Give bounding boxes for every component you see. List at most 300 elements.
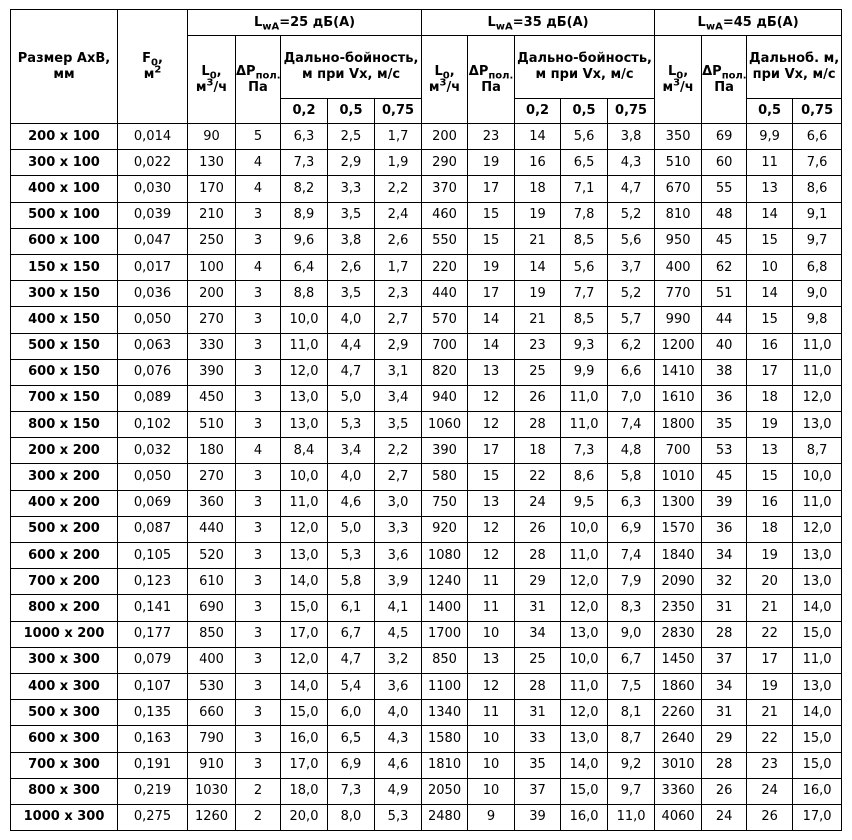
value-cell: 0,141 [118,595,188,621]
size-cell: 700 x 300 [11,752,118,778]
value-cell: 9,9 [561,359,608,385]
value-cell: 0,087 [118,516,188,542]
value-cell: 0,135 [118,700,188,726]
size-cell: 600 x 200 [11,543,118,569]
value-cell: 9,0 [608,621,655,647]
value-cell: 20 [747,569,793,595]
value-cell: 12,0 [793,385,842,411]
value-cell: 9,5 [561,490,608,516]
value-cell: 11,0 [608,804,655,830]
value-cell: 13,0 [281,543,328,569]
value-cell: 2 [236,804,281,830]
value-cell: 21 [747,700,793,726]
value-cell: 1840 [655,543,702,569]
value-cell: 14,0 [793,595,842,621]
range-header: Дальноб. м, при Vx, м/с [747,36,842,99]
value-cell: 3 [236,307,281,333]
value-cell: 580 [422,464,468,490]
value-cell: 3 [236,516,281,542]
value-cell: 180 [188,438,236,464]
value-cell: 6,9 [328,752,375,778]
value-cell: 11,0 [561,543,608,569]
value-cell: 29 [702,726,747,752]
value-cell: 9,9 [747,124,793,150]
value-cell: 69 [702,124,747,150]
value-cell: 0,076 [118,359,188,385]
value-cell: 17,0 [281,752,328,778]
value-cell: 13,0 [561,621,608,647]
value-cell: 12,0 [561,595,608,621]
table-row [11,150,842,176]
size-cell: 400 x 300 [11,673,118,699]
value-cell: 4,9 [375,778,422,804]
value-cell: 6,5 [328,726,375,752]
value-cell: 3,5 [375,412,422,438]
value-cell: 16,0 [281,726,328,752]
value-cell: 25 [515,359,561,385]
value-cell: 33 [515,726,561,752]
size-cell: 600 x 100 [11,228,118,254]
size-cell: 500 x 150 [11,333,118,359]
value-cell: 23 [747,752,793,778]
pressure-header: $\Delta P_{пол.}$ Па [468,36,515,124]
value-cell: 6,8 [793,254,842,280]
value-cell: 4,7 [328,647,375,673]
value-cell: 5 [236,124,281,150]
value-cell: 390 [422,438,468,464]
value-cell: 3 [236,228,281,254]
value-cell: 11 [468,569,515,595]
value-cell: 5,4 [328,673,375,699]
size-cell: 400 x 200 [11,490,118,516]
value-cell: 0,032 [118,438,188,464]
value-cell: 0,017 [118,254,188,280]
value-cell: 3,5 [328,281,375,307]
value-cell: 510 [655,150,702,176]
value-cell: 9,0 [793,281,842,307]
value-cell: 1,9 [375,150,422,176]
value-cell: 14 [747,281,793,307]
value-cell: 450 [188,385,236,411]
value-cell: 51 [702,281,747,307]
value-cell: 330 [188,333,236,359]
value-cell: 200 [422,124,468,150]
value-cell: 220 [422,254,468,280]
value-cell: 400 [188,647,236,673]
value-cell: 4,7 [608,176,655,202]
value-cell: 770 [655,281,702,307]
speed-header: 0,75 [608,99,655,124]
value-cell: 0,063 [118,333,188,359]
value-cell: 10,0 [561,516,608,542]
value-cell: 5,3 [375,804,422,830]
value-cell: 1,7 [375,124,422,150]
value-cell: 350 [655,124,702,150]
value-cell: 5,6 [561,254,608,280]
value-cell: 37 [702,647,747,673]
value-cell: 2480 [422,804,468,830]
value-cell: 370 [422,176,468,202]
size-cell: 800 x 200 [11,595,118,621]
value-cell: 0,123 [118,569,188,595]
group-header-45: $L_{wA}=45$ дБ(А) [655,10,842,36]
value-cell: 0,014 [118,124,188,150]
value-cell: 0,047 [118,228,188,254]
value-cell: 6,1 [328,595,375,621]
value-cell: 3 [236,647,281,673]
table-row [11,359,842,385]
value-cell: 11,0 [281,490,328,516]
value-cell: 820 [422,359,468,385]
value-cell: 31 [515,700,561,726]
speed-header: 0,2 [515,99,561,124]
value-cell: 48 [702,202,747,228]
value-cell: 11,0 [561,412,608,438]
value-cell: 3 [236,464,281,490]
value-cell: 14 [747,202,793,228]
value-cell: 6,5 [561,150,608,176]
value-cell: 1610 [655,385,702,411]
value-cell: 14,0 [281,569,328,595]
table-row [11,412,842,438]
value-cell: 2,2 [375,176,422,202]
pressure-header: $\Delta P_{пол.}$ Па [236,36,281,124]
value-cell: 2,2 [375,438,422,464]
value-cell: 2090 [655,569,702,595]
value-cell: 62 [702,254,747,280]
value-cell: 45 [702,464,747,490]
value-cell: 8,3 [608,595,655,621]
value-cell: 19 [747,543,793,569]
value-cell: 14,0 [281,673,328,699]
value-cell: 16 [747,333,793,359]
size-cell: 200 x 200 [11,438,118,464]
value-cell: 610 [188,569,236,595]
value-cell: 28 [515,673,561,699]
table-header [11,10,842,124]
value-cell: 1010 [655,464,702,490]
value-cell: 4,5 [375,621,422,647]
table-row [11,673,842,699]
table-row [11,700,842,726]
value-cell: 1400 [422,595,468,621]
value-cell: 13 [468,359,515,385]
value-cell: 21 [747,595,793,621]
group-header-25: $L_{wA}=25$ дБ(А) [188,10,422,36]
value-cell: 22 [515,464,561,490]
value-cell: 20,0 [281,804,328,830]
size-header: Размер АхВ, мм [11,10,118,124]
value-cell: 12 [468,516,515,542]
value-cell: 7,3 [281,150,328,176]
value-cell: 3,8 [328,228,375,254]
value-cell: 14,0 [793,700,842,726]
table-row [11,726,842,752]
value-cell: 8,9 [281,202,328,228]
size-cell: 1000 x 200 [11,621,118,647]
value-cell: 29 [515,569,561,595]
value-cell: 5,6 [608,228,655,254]
table-row [11,202,842,228]
value-cell: 7,4 [608,412,655,438]
value-cell: 0,219 [118,778,188,804]
value-cell: 750 [422,490,468,516]
value-cell: 3,4 [375,385,422,411]
value-cell: 19 [515,202,561,228]
value-cell: 7,9 [608,569,655,595]
group-header-35: $L_{wA}=35$ дБ(А) [422,10,655,36]
value-cell: 2,7 [375,464,422,490]
value-cell: 10 [468,778,515,804]
value-cell: 3 [236,412,281,438]
value-cell: 15,0 [281,595,328,621]
value-cell: 13,0 [281,412,328,438]
value-cell: 4,6 [375,752,422,778]
value-cell: 13,0 [793,569,842,595]
value-cell: 28 [515,412,561,438]
value-cell: 4,1 [375,595,422,621]
value-cell: 17 [468,176,515,202]
value-cell: 5,0 [328,385,375,411]
table-row [11,647,842,673]
value-cell: 37 [515,778,561,804]
value-cell: 6,4 [281,254,328,280]
value-cell: 6,3 [608,490,655,516]
value-cell: 1580 [422,726,468,752]
value-cell: 0,050 [118,464,188,490]
value-cell: 7,0 [608,385,655,411]
value-cell: 3,3 [375,516,422,542]
table-row [11,543,842,569]
value-cell: 1030 [188,778,236,804]
value-cell: 2640 [655,726,702,752]
value-cell: 690 [188,595,236,621]
table-row [11,569,842,595]
value-cell: 0,275 [118,804,188,830]
value-cell: 13 [468,490,515,516]
value-cell: 18 [515,176,561,202]
value-cell: 4 [236,254,281,280]
value-cell: 2260 [655,700,702,726]
value-cell: 26 [515,516,561,542]
value-cell: 10 [468,752,515,778]
value-cell: 440 [422,281,468,307]
value-cell: 550 [422,228,468,254]
value-cell: 15,0 [793,621,842,647]
value-cell: 3,6 [375,673,422,699]
value-cell: 1570 [655,516,702,542]
value-cell: 36 [702,516,747,542]
table-row [11,333,842,359]
value-cell: 3,4 [328,438,375,464]
value-cell: 15 [747,228,793,254]
value-cell: 0,036 [118,281,188,307]
value-cell: 18 [515,438,561,464]
value-cell: 2,6 [375,228,422,254]
value-cell: 790 [188,726,236,752]
value-cell: 34 [702,673,747,699]
value-cell: 10,0 [281,307,328,333]
value-cell: 0,105 [118,543,188,569]
value-cell: 13,0 [561,726,608,752]
value-cell: 10 [747,254,793,280]
value-cell: 8,8 [281,281,328,307]
value-cell: 19 [747,412,793,438]
value-cell: 24 [747,778,793,804]
value-cell: 21 [515,307,561,333]
value-cell: 16,0 [561,804,608,830]
value-cell: 460 [422,202,468,228]
value-cell: 15,0 [793,752,842,778]
value-cell: 1200 [655,333,702,359]
value-cell: 270 [188,307,236,333]
value-cell: 53 [702,438,747,464]
value-cell: 6,7 [608,647,655,673]
table-row [11,228,842,254]
table-row [11,254,842,280]
value-cell: 990 [655,307,702,333]
value-cell: 14,0 [561,752,608,778]
value-cell: 3 [236,543,281,569]
value-cell: 4,6 [328,490,375,516]
value-cell: 23 [468,124,515,150]
value-cell: 210 [188,202,236,228]
value-cell: 28 [702,621,747,647]
value-cell: 7,3 [561,438,608,464]
value-cell: 16,0 [793,778,842,804]
value-cell: 12 [468,673,515,699]
value-cell: 2,9 [375,333,422,359]
range-header: Дально-бойность, м при Vx, м/с [515,36,655,99]
table-row [11,176,842,202]
value-cell: 4060 [655,804,702,830]
size-cell: 300 x 200 [11,464,118,490]
value-cell: 100 [188,254,236,280]
table-row [11,595,842,621]
value-cell: 0,069 [118,490,188,516]
value-cell: 1260 [188,804,236,830]
value-cell: 700 [655,438,702,464]
value-cell: 5,8 [328,569,375,595]
value-cell: 810 [655,202,702,228]
value-cell: 130 [188,150,236,176]
size-cell: 700 x 150 [11,385,118,411]
value-cell: 11 [468,595,515,621]
value-cell: 24 [702,804,747,830]
value-cell: 15,0 [793,726,842,752]
value-cell: 6,7 [328,621,375,647]
grille-data-table [10,9,842,831]
value-cell: 3,8 [608,124,655,150]
value-cell: 17 [468,281,515,307]
value-cell: 28 [515,543,561,569]
size-cell: 500 x 300 [11,700,118,726]
value-cell: 3,3 [328,176,375,202]
value-cell: 3,1 [375,359,422,385]
value-cell: 12,0 [793,516,842,542]
value-cell: 17 [747,359,793,385]
value-cell: 850 [188,621,236,647]
value-cell: 12,0 [561,569,608,595]
value-cell: 31 [702,700,747,726]
value-cell: 21 [515,228,561,254]
value-cell: 6,9 [608,516,655,542]
value-cell: 35 [515,752,561,778]
value-cell: 3 [236,700,281,726]
speed-header: 0,5 [747,99,793,124]
value-cell: 19 [747,673,793,699]
value-cell: 14 [468,307,515,333]
value-cell: 660 [188,700,236,726]
value-cell: 3 [236,726,281,752]
table-row [11,490,842,516]
value-cell: 3,9 [375,569,422,595]
value-cell: 570 [422,307,468,333]
value-cell: 0,079 [118,647,188,673]
value-cell: 10 [468,726,515,752]
value-cell: 17,0 [281,621,328,647]
value-cell: 8,4 [281,438,328,464]
value-cell: 8,2 [281,176,328,202]
value-cell: 2350 [655,595,702,621]
value-cell: 4,0 [328,307,375,333]
value-cell: 55 [702,176,747,202]
value-cell: 4,0 [328,464,375,490]
value-cell: 11 [468,700,515,726]
value-cell: 1240 [422,569,468,595]
value-cell: 1700 [422,621,468,647]
value-cell: 36 [702,385,747,411]
value-cell: 13 [468,647,515,673]
value-cell: 3 [236,490,281,516]
value-cell: 2,9 [328,150,375,176]
value-cell: 3360 [655,778,702,804]
value-cell: 1860 [655,673,702,699]
speed-header: 0,2 [281,99,328,124]
value-cell: 11,0 [561,673,608,699]
value-cell: 13,0 [793,543,842,569]
value-cell: 11,0 [793,359,842,385]
value-cell: 17 [468,438,515,464]
size-cell: 800 x 300 [11,778,118,804]
value-cell: 19 [515,281,561,307]
table-row [11,464,842,490]
value-cell: 9 [468,804,515,830]
value-cell: 9,6 [281,228,328,254]
value-cell: 290 [422,150,468,176]
value-cell: 8,1 [608,700,655,726]
value-cell: 8,5 [561,307,608,333]
value-cell: 9,2 [608,752,655,778]
value-cell: 6,6 [793,124,842,150]
value-cell: 8,6 [561,464,608,490]
table-row [11,804,842,830]
speed-header: 0,5 [328,99,375,124]
value-cell: 5,8 [608,464,655,490]
value-cell: 18 [747,516,793,542]
value-cell: 3 [236,359,281,385]
value-cell: 11,0 [561,385,608,411]
value-cell: 18 [747,385,793,411]
value-cell: 940 [422,385,468,411]
value-cell: 3 [236,673,281,699]
value-cell: 35 [702,412,747,438]
value-cell: 12 [468,412,515,438]
value-cell: 1450 [655,647,702,673]
value-cell: 0,191 [118,752,188,778]
value-cell: 530 [188,673,236,699]
value-cell: 5,2 [608,281,655,307]
